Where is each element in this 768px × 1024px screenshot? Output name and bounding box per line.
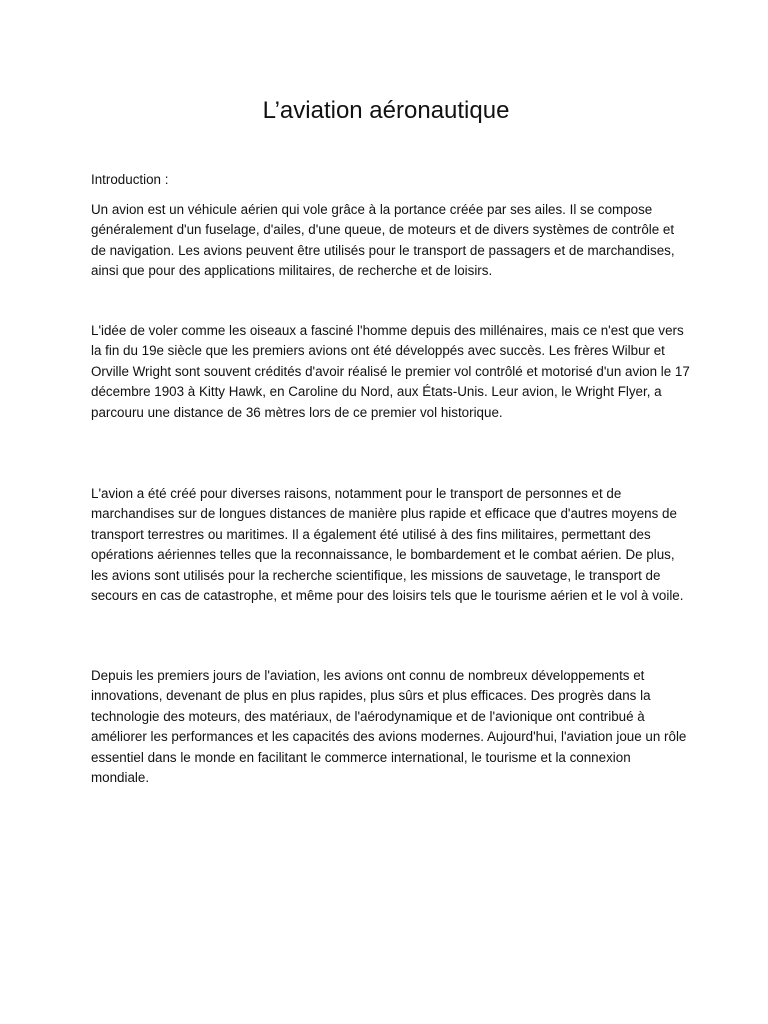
paragraph-history: L'idée de voler comme les oiseaux a fasciné l'homme depuis des millénaires, mais ce n'est que vers la fin du 19e siècle que les premiers avions ont été développés avec succès. Les frères Wilbur et Orville Wright sont souvent crédités d'avoir réalisé le premier vol contrôlé et motorisé d'un avion le 17 décembre 1903 à Kitty Hawk, en Caroline du Nord, aux États-Unis. Leur avion, le Wright Flyer, a parcouru une distance de 36 mètres lors de ce premier vol historique.: [91, 323, 690, 420]
paragraph-definition: Un avion est un véhicule aérien qui vole grâce à la portance créée par ses ailes. Il se compose généralement d'un fuselage, d'ailes, d'une queue, de moteurs et de divers systèmes de contrôle et de navigation. Les avions peuvent être utilisés pour le transport de passagers et de marchandises, ainsi que pour des applications militaires, de recherche et de loisirs.: [91, 202, 675, 279]
intro-label: Introduction :: [91, 172, 169, 187]
paragraph-purposes: L'avion a été créé pour diverses raisons, notamment pour le transport de personnes et de marchandises sur de longues distances de manière plus rapide et efficace que d'autres moyens de transport terrestres ou maritimes. Il a également été utilisé à des fins militaires, permettant des opérations aériennes telles que la reconnaissance, le bombardement et le combat aérien. De plus, les avions sont utilisés pour la recherche scientifique, les missions de sauvetage, le transport de secours en cas de catastrophe, et même pour des loisirs tels que le tourisme aérien et le vol à voile.: [91, 486, 684, 604]
paragraph-developments: Depuis les premiers jours de l'aviation, les avions ont connu de nombreux développements et innovations, devenant de plus en plus rapides, plus sûrs et plus efficaces. Des progrès dans la technologie des moteurs, des matériaux, de l'aérodynamique et de l'avionique ont contribué à améliorer les performances et les capacités des avions modernes. Aujourd'hui, l'aviation joue un rôle essentiel dans le monde en facilitant le commerce international, le tourisme et la connexion mondiale.: [91, 668, 687, 786]
document-title: L’aviation aéronautique: [262, 97, 510, 124]
